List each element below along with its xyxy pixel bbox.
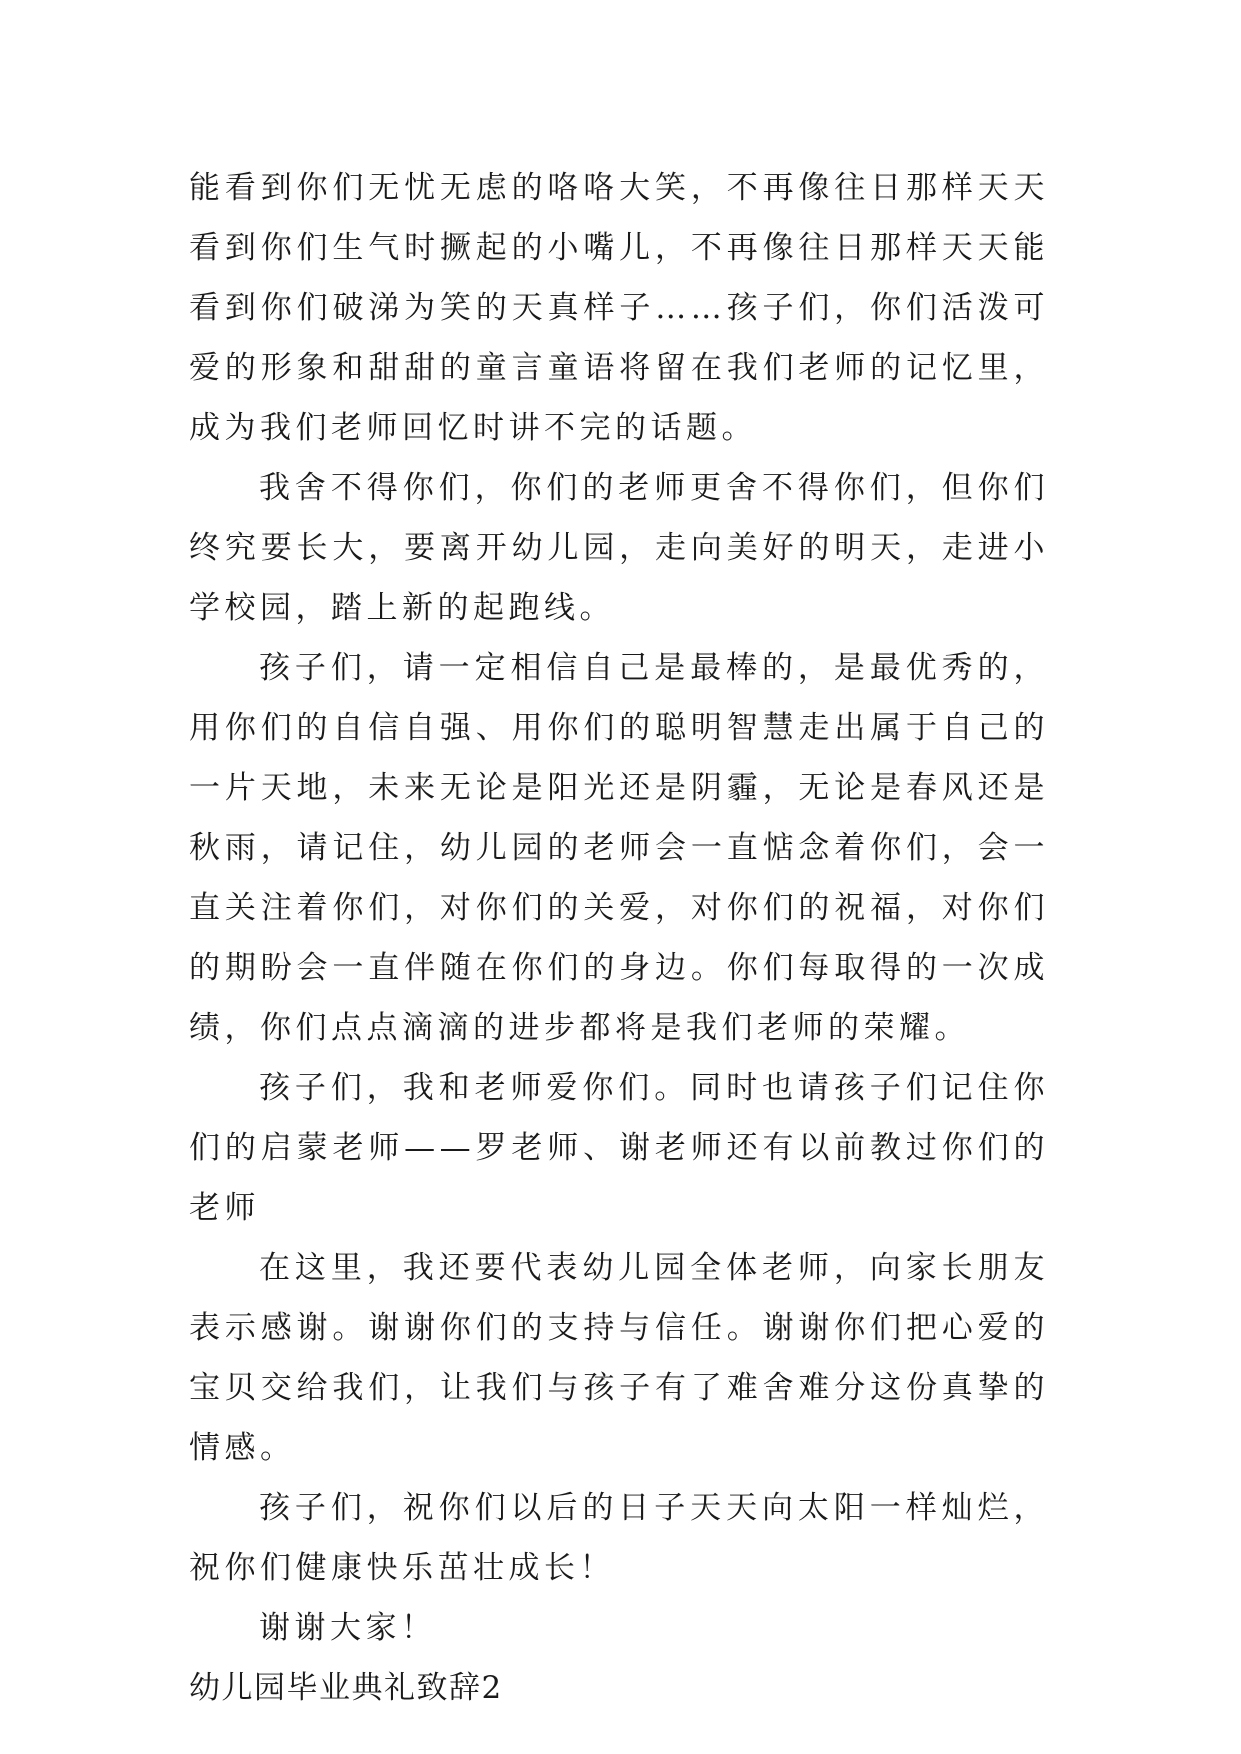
paragraph-1: 能看到你们无忧无虑的咯咯大笑，不再像往日那样天天看到你们生气时撅起的小嘴儿，不再像往日那样天天能看到你们破涕为笑的天真样子……孩子们，你们活泼可爱的形象和甜甜的童言童语将留在我们老师的记忆里，成为我们老师回忆时讲不完的话题。 [189,170,1049,446]
paragraph-2: 我舍不得你们，你们的老师更舍不得你们，但你们终究要长大，要离开幼儿园，走向美好的明天，走进小学校园，踏上新的起跑线。 [189,470,1049,626]
paragraph-4: 孩子们，我和老师爱你们。同时也请孩子们记住你们的启蒙老师——罗老师、谢老师还有以前教过你们的老师 [189,1070,1049,1226]
document-body [189,158,1049,1718]
paragraph-3: 孩子们，请一定相信自己是最棒的，是最优秀的，用你们的自信自强、用你们的聪明智慧走出属于自己的一片天地，未来无论是阳光还是阴霾，无论是春风还是秋雨，请记住，幼儿园的老师会一直惦念着你们，会一直关注着你们，对你们的关爱，对你们的祝福，对你们的期盼会一直伴随在你们的身边。你们每取得的一次成绩，你们点点滴滴的进步都将是我们老师的荣耀。 [189,650,1049,1046]
paragraph-6: 孩子们，祝你们以后的日子天天向太阳一样灿烂，祝你们健康快乐茁壮成长！ [189,1490,1049,1586]
section-heading: 幼儿园毕业典礼致辞2 [189,1670,503,1706]
paragraph-7: 谢谢大家！ [259,1610,437,1646]
paragraph-5: 在这里，我还要代表幼儿园全体老师，向家长朋友表示感谢。谢谢你们的支持与信任。谢谢你们把心爱的宝贝交给我们，让我们与孩子有了难舍难分这份真挚的情感。 [189,1250,1049,1466]
